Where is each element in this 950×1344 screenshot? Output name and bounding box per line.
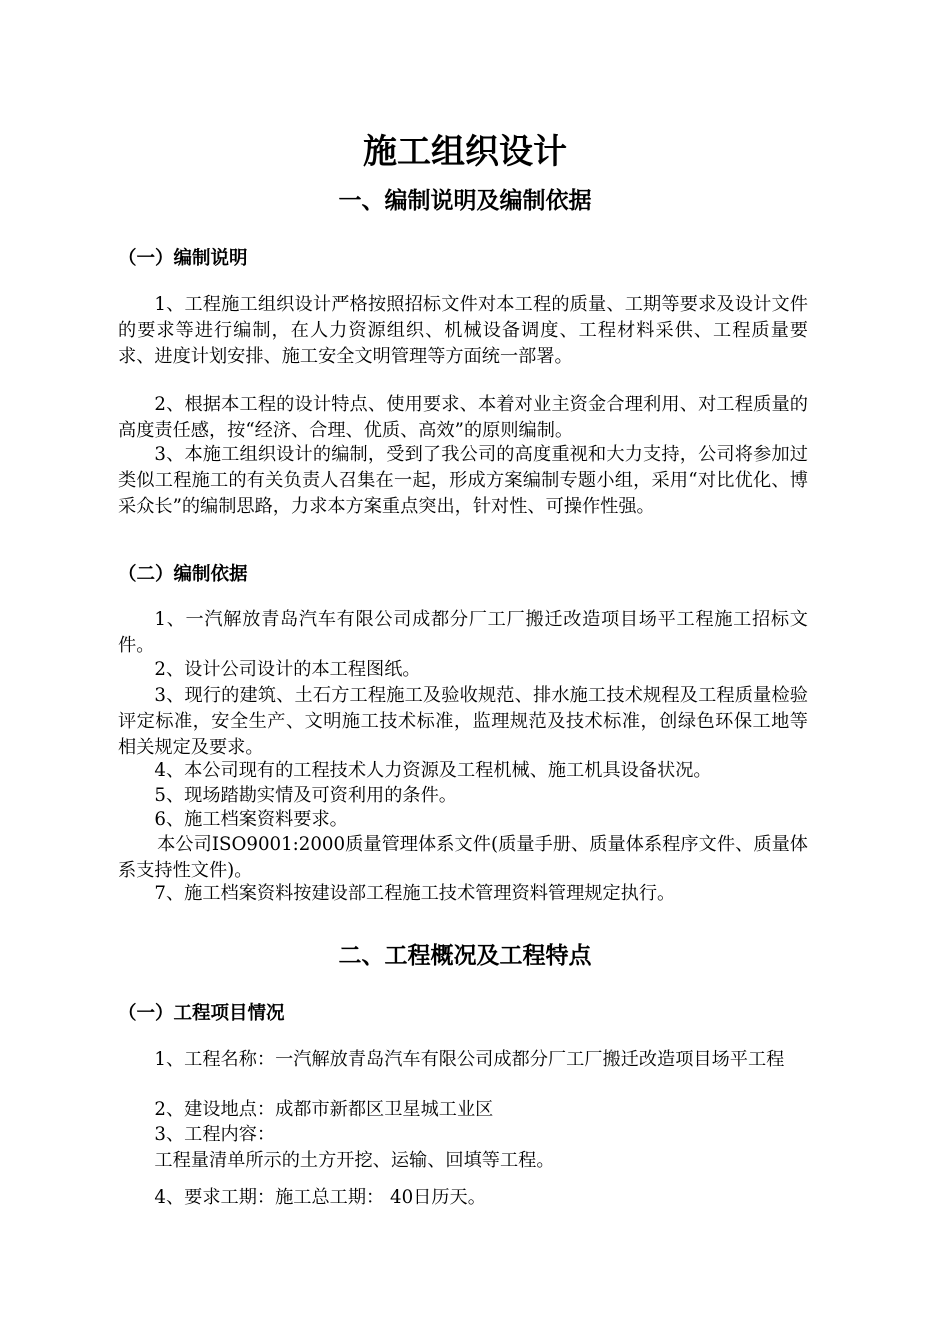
paragraph: 6、施工档案资料要求。 bbox=[154, 809, 348, 830]
paragraph: 7、施工档案资料按建设部工程施工技术管理资料管理规定执行。 bbox=[154, 883, 676, 904]
paragraph: 3、本施工组织设计的编制，受到了我公司的高度重视和大力支持，公司将参加过类似工程施工的有关负责人召集在一起，形成方案编制专题小组，采用“对比优化、博采众长”的编制思路，力求本方案重点突出，针对性、可操作性强。 bbox=[118, 444, 808, 517]
section-heading-1: 一、编制说明及编制依据 bbox=[338, 188, 592, 214]
subsection-heading-compile-notes: （一）编制说明 bbox=[118, 248, 248, 269]
section-heading-2: 二、工程概况及工程特点 bbox=[338, 943, 592, 969]
paragraph: 4、本公司现有的工程技术人力资源及工程机械、施工机具设备状况。 bbox=[154, 760, 712, 781]
subsection-heading-compile-basis: （二）编制依据 bbox=[118, 564, 248, 585]
paragraph: 工程量清单所示的土方开挖、运输、回填等工程。 bbox=[154, 1150, 555, 1171]
paragraph: 1、一汽解放青岛汽车有限公司成都分厂工厂搬迁改造项目场平工程施工招标文件。 bbox=[118, 609, 808, 656]
paragraph: 3、工程内容： bbox=[154, 1124, 276, 1145]
paragraph: 本公司ISO9001:2000质量管理体系文件(质量手册、质量体系程序文件、质量体系支持性文件)。 bbox=[118, 834, 808, 881]
document-title: 施工组织设计 bbox=[363, 132, 567, 172]
subsection-heading-project-info: （一）工程项目情况 bbox=[118, 1003, 285, 1024]
paragraph: 2、根据本工程的设计特点、使用要求、本着对业主资金合理利用、对工程质量的高度责任感，按“经济、合理、优质、高效”的原则编制。 bbox=[118, 394, 808, 441]
paragraph: 2、设计公司设计的本工程图纸。 bbox=[154, 659, 421, 680]
paragraph: 3、现行的建筑、土石方工程施工及验收规范、排水施工技术规程及工程质量检验评定标准，安全生产、文明施工技术标准，监理规范及技术标准，创绿色环保工地等相关规定及要求。 bbox=[118, 685, 808, 758]
paragraph: 4、要求工期：施工总工期： 40日历天。 bbox=[154, 1187, 486, 1208]
paragraph: 1、工程施工组织设计严格按照招标文件对本工程的质量、工期等要求及设计文件的要求等进行编制，在人力资源组织、机械设备调度、工程材料采供、工程质量要求、进度计划安排、施工安全文明管理等方面统一部署。 bbox=[118, 294, 808, 367]
paragraph: 1、工程名称：一汽解放青岛汽车有限公司成都分厂工厂搬迁改造项目场平工程 bbox=[154, 1049, 785, 1070]
paragraph: 2、建设地点：成都市新都区卫星城工业区 bbox=[154, 1099, 494, 1120]
paragraph: 5、现场踏勘实情及可资利用的条件。 bbox=[154, 785, 457, 806]
